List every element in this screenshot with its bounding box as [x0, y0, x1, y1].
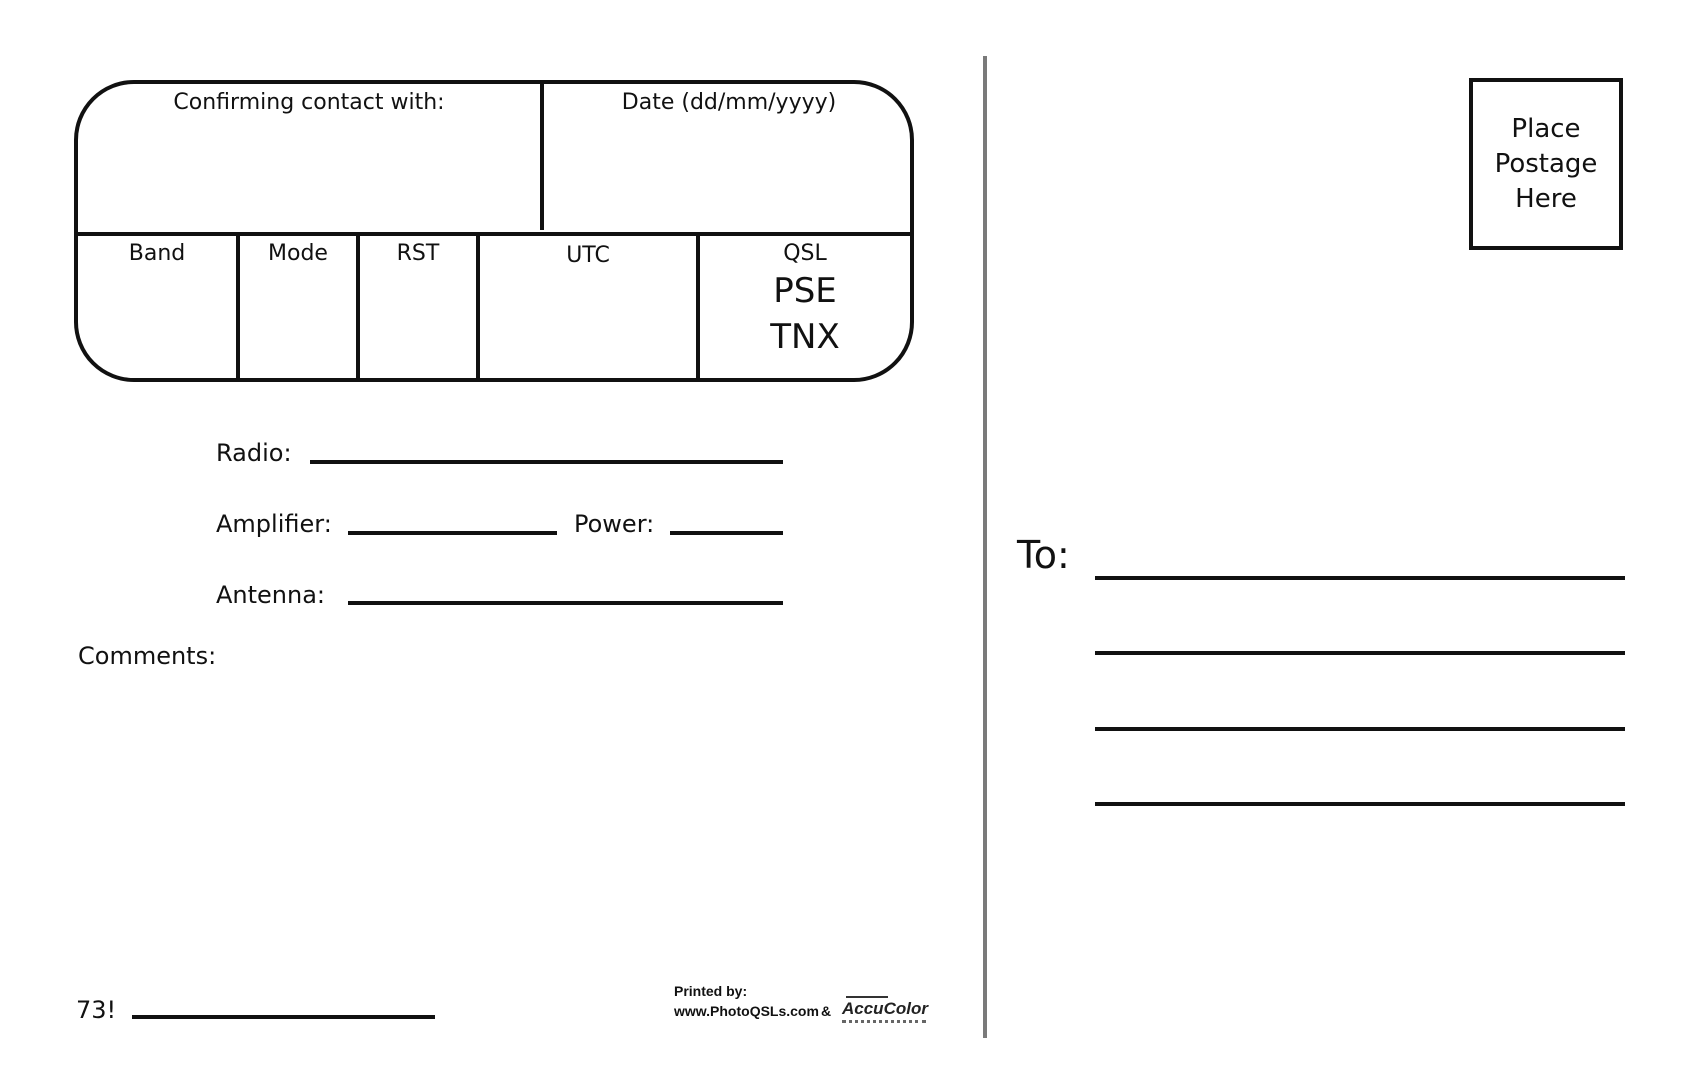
date-label: Date (dd/mm/yyyy)	[621, 90, 837, 115]
power-label: Power:	[574, 510, 655, 538]
qsl-option-pse: PSE	[773, 271, 837, 311]
printer-website: www.PhotoQSLs.com	[674, 1003, 819, 1019]
power-line	[670, 531, 783, 535]
logo-filmstrip	[842, 1020, 926, 1023]
row-divider	[78, 232, 910, 236]
band-label: Band	[128, 241, 186, 266]
logo-wordmark: AccuColor	[842, 999, 928, 1018]
contact-table	[74, 80, 914, 382]
printed-by-label: Printed by:	[674, 983, 748, 999]
address-line-2	[1095, 651, 1625, 655]
qsl-option-tnx: TNX	[770, 317, 840, 357]
logo-swoosh	[846, 996, 888, 998]
address-line-3	[1095, 727, 1625, 731]
signoff-label: 73!	[76, 996, 117, 1024]
rst-label: RST	[396, 241, 440, 266]
printer-ampersand: &	[821, 1003, 832, 1019]
comments-label: Comments:	[78, 642, 217, 670]
amplifier-label: Amplifier:	[216, 510, 332, 538]
qsl-label: QSL	[783, 241, 827, 266]
accucolor-logo	[842, 996, 926, 1026]
antenna-line	[348, 601, 783, 605]
confirming-contact-label: Confirming contact with:	[173, 90, 445, 115]
postage-box	[1469, 78, 1623, 250]
radio-label: Radio:	[216, 439, 292, 467]
address-line-4	[1095, 802, 1625, 806]
amplifier-line	[348, 531, 557, 535]
to-label: To:	[1017, 533, 1070, 577]
antenna-label: Antenna:	[216, 581, 326, 609]
card-divider	[983, 56, 987, 1038]
utc-label: UTC	[566, 243, 610, 268]
address-line-1	[1095, 576, 1625, 580]
radio-line	[310, 460, 783, 464]
mode-label: Mode	[268, 241, 328, 266]
postage-text: Place Postage Here	[1494, 113, 1598, 214]
signature-line	[132, 1015, 435, 1019]
